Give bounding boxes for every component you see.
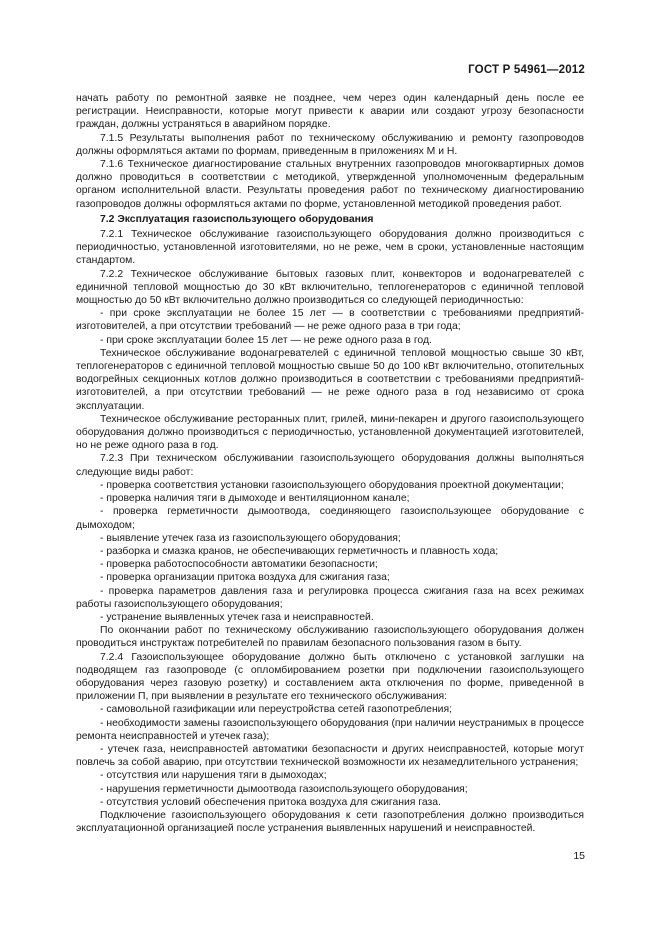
paragraph: 7.2.3 При техническом обслуживании газоиспользующего оборудования должны выполняться следующие виды работ: xyxy=(76,453,584,478)
paragraph: - отсутствия условий обеспечения притока воздуха для сжигания газа. xyxy=(100,796,441,808)
paragraph: 7.1.6 Техническое диагностирование стальных внутренних газопроводов многоквартирных домов должно проводиться в соответствии с методикой, утвержденной уполномоченным федеральным органом исполнительной власти. Результаты проведения работ по техническому диагностированию газопроводов должны оформляться актами по форме, установленной методикой проведения работ. xyxy=(76,159,584,210)
paragraph: Техническое обслуживание водонагревателей с единичной тепловой мощностью свыше 30 кВт, теплогенераторов с единичной тепловой мощностью свыше 50 до 100 кВт включительно, отопительных водогрейных секционных котлов должно производиться в соответствии с требованиями предприятий-изготовителей, а при отсутствии требований — не реже одного раза в год независимо от срока эксплуатации. xyxy=(76,347,584,412)
paragraph: 7.2.1 Техническое обслуживание газоиспользующего оборудования должно производиться с периодичностью, установленной изготовителями, но не реже, чем в сроки, установленные настоящим стандартом. xyxy=(76,229,584,267)
paragraph: начать работу по ремонтной заявке не позднее, чем через один календарный день после ее регистрации. Неисправности, которые могут привести к аварии или создают угрозу безопасности граждан, должны устраняться в аварийном порядке. xyxy=(76,93,584,131)
paragraph: Техническое обслуживание ресторанных плит, грилей, мини-пекарен и другого газоиспользующего оборудования должно производиться с периодичностью, установленной документацией изготовителей, но не реже одного раза в год. xyxy=(76,413,584,452)
paragraph: - выявление утечек газа из газоиспользующего оборудования; xyxy=(100,532,401,544)
paragraph: 7.1.5 Результаты выполнения работ по техническому обслуживанию и ремонту газопроводов должны оформляться актами по формам, приведенным в приложениях М и Н. xyxy=(76,132,584,157)
paragraph: - проверка наличия тяги в дымоходе и вентиляционном канале; xyxy=(100,493,410,505)
paragraph: - при сроке эксплуатации не более 15 лет — в соответствии с требованиями предприятий-изготовителей, а при отсутствии требований — не реже одного раза в три года; xyxy=(76,308,584,333)
section-heading: 7.2 Эксплуатация газоиспользующего оборудования xyxy=(100,213,374,225)
paragraph: По окончании работ по техническому обслуживанию газоиспользующего оборудования должен проводиться инструктаж потребителей по правилам безопасного пользования газом в быту. xyxy=(76,625,584,650)
paragraph: Подключение газоиспользующего оборудования к сети газопотребления должно производиться эксплуатационной организацией после устранения выявленных нарушений и неисправностей. xyxy=(76,809,584,835)
paragraph: - проверка организации притока воздуха для сжигания газа; xyxy=(100,572,390,584)
paragraph: - при сроке эксплуатации более 15 лет — не реже одного раза в год. xyxy=(100,334,432,346)
paragraph: - утечек газа, неисправностей автоматики безопасности и других неисправностей, которые могут повлечь за собой аварию, при отсутствии технической возможности их незамедлительного устранения; xyxy=(76,743,584,769)
paragraph: - устранение выявленных утечек газа и неисправностей. xyxy=(100,611,374,623)
paragraph: 7.2.2 Техническое обслуживание бытовых газовых плит, конвекторов и водонагревателей с единичной тепловой мощностью до 30 кВт включительно, теплогенераторов с единичной тепловой мощностью до 50 кВт включительно должно производиться со следующей периодичностью: xyxy=(76,268,584,307)
page-number: 15 xyxy=(573,850,585,862)
paragraph: - проверка герметичности дымоотвода, соединяющего газоиспользующее оборудование с дымоходом; xyxy=(76,506,584,531)
paragraph: - проверка соответствия установки газоиспользующего оборудования проектной документации; xyxy=(100,479,564,491)
paragraph: - проверка параметров давления газа и регулировка процесса сжигания газа на всех режимах работы газоиспользующего оборудования; xyxy=(76,585,584,610)
paragraph: - нарушения герметичности дымоотвода газоиспользующего оборудования; xyxy=(100,783,468,795)
document-code: ГОСТ Р 54961—2012 xyxy=(468,64,585,76)
paragraph: - необходимости замены газоиспользующего оборудования (при наличии неустранимых в процессе ремонта неисправностей и утечек газа); xyxy=(76,717,584,742)
body-text xyxy=(76,92,584,835)
paragraph: 7.2.4 Газоиспользующее оборудование должно быть отключено с установкой заглушки на подводящем газ газопроводе (с опломбированием розетки при подключении газоиспользующего оборудования через газовую розетку) и составлением акта отключения по форме, приведенной в приложении П, при выявлении в результате его технического обслуживания: xyxy=(76,651,584,703)
paragraph: - проверка работоспособности автоматики безопасности; xyxy=(100,559,378,571)
paragraph: - разборка и смазка кранов, не обеспечивающих герметичность и плавность хода; xyxy=(100,545,499,557)
paragraph: - самовольной газификации или переустройства сетей газопотребления; xyxy=(100,704,452,716)
paragraph: - отсутствия или нарушения тяги в дымоходах; xyxy=(100,770,327,782)
